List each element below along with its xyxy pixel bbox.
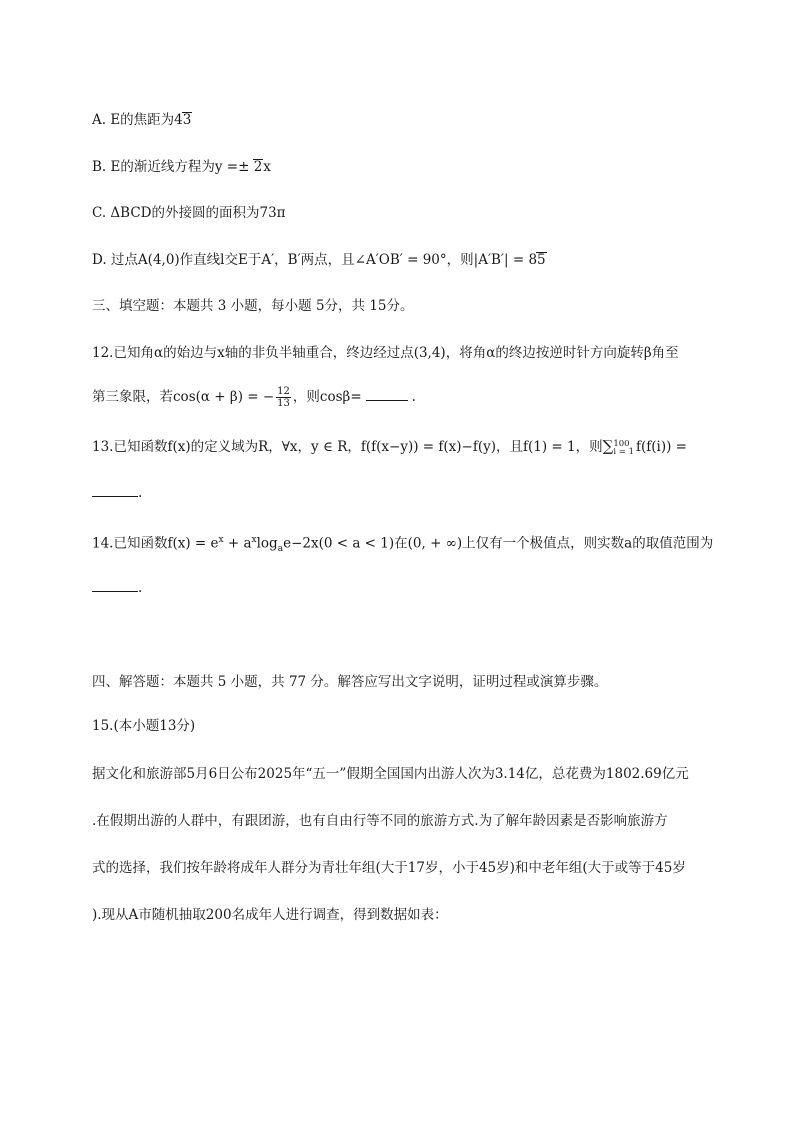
period: . [138,580,143,596]
q12-text-2: ，则cosβ= [292,389,362,405]
question-15-paragraph-line: ).现从A市随机抽取200名成年人进行调查，得到数据如表： [92,907,448,923]
subscript: a [277,544,284,555]
fraction [276,386,291,409]
sqrt-radicand: 3 [182,112,192,128]
question-15-paragraph-line: 式的选择，我们按年龄将成年人群分为青壮年组(大于17岁，小于45岁)和中老年组(大于或等于45岁 [92,860,686,876]
q14-text-2: + a [223,535,252,552]
period: . [411,389,416,405]
question-15-paragraph-line: 据文化和旅游部5月6日公布2025年“五一”假期全国国内出游人次为3.14亿，总花费为1802.69亿元 [92,766,689,782]
option-a-text: A. E的焦距为4 [92,112,183,128]
period: . [138,485,143,501]
superscript: x [251,535,257,545]
sqrt-radicand: 2 [253,159,263,175]
option-d-text: D. 过点A(4,0)作直线l交E于A′，B′两点，且∠A′OB′ = 90°，则|A′B′| = 8 [92,252,538,268]
option-b [92,157,271,177]
question-15-label: 15.(本小题13分) [92,718,196,734]
question-13-answer [92,483,142,503]
option-b-text: B. E的渐近线方程为y =± [92,159,254,175]
section-heading-answer: 四、解答题：本题共 5 小题，共 77 分。解答应写出文字说明，证明过程或演算步骤。 [92,674,608,690]
summation-limits [613,440,634,456]
summation-symbol: ∑ [602,437,614,455]
q14-text-3: log [256,535,278,552]
fraction-numerator: 12 [277,386,290,397]
question-14 [92,530,713,559]
option-c [92,203,286,223]
q12-text: 第三象限，若cos(α + β) = − [92,389,275,405]
upper-limit: 100 [613,438,630,449]
q13-text: 13.已知函数f(x)的定义域为R，∀x，y ∈ R，f(f(x−y)) = f(x)−f(y)，且f(1) = 1，则 [92,439,603,455]
option-c-text: C. ΔBCD的外接圆的面积为73π [92,205,286,221]
q13-text-2: f(f(i)) = [636,439,687,455]
question-12-line-1: 12.已知角α的始边与x轴的非负半轴重合，终边经过点(3,4)，将角α的终边按逆时针方向旋转β角至 [92,345,679,361]
answer-blank[interactable] [92,483,138,497]
section-heading-fill-blank: 三、填空题：本题共 3 小题，每小题 5分，共 15分。 [92,298,414,314]
q14-text-1: 14.已知函数f(x) = e [92,535,219,552]
question-14-answer [92,578,142,598]
option-d [92,250,547,270]
fraction-denominator: 13 [277,398,290,409]
question-12-line-2 [92,386,416,409]
option-a [92,110,192,130]
answer-blank[interactable] [92,578,138,592]
q14-text-4: e−2x(0 < a < 1)在(0, + ∞)上仅有一个极值点，则实数a的取值范围为 [283,535,714,552]
question-13 [92,436,687,457]
sqrt-radicand: 5 [537,252,546,268]
option-b-suffix: x [263,159,271,175]
question-15-paragraph-line: .在假期出游的人群中，有跟团游，也有自由行等不同的旅游方式.为了解年龄因素是否影响旅游方 [92,813,668,829]
answer-blank[interactable] [366,387,408,401]
lower-limit: i = 1 [613,446,635,457]
superscript: x [218,535,224,545]
